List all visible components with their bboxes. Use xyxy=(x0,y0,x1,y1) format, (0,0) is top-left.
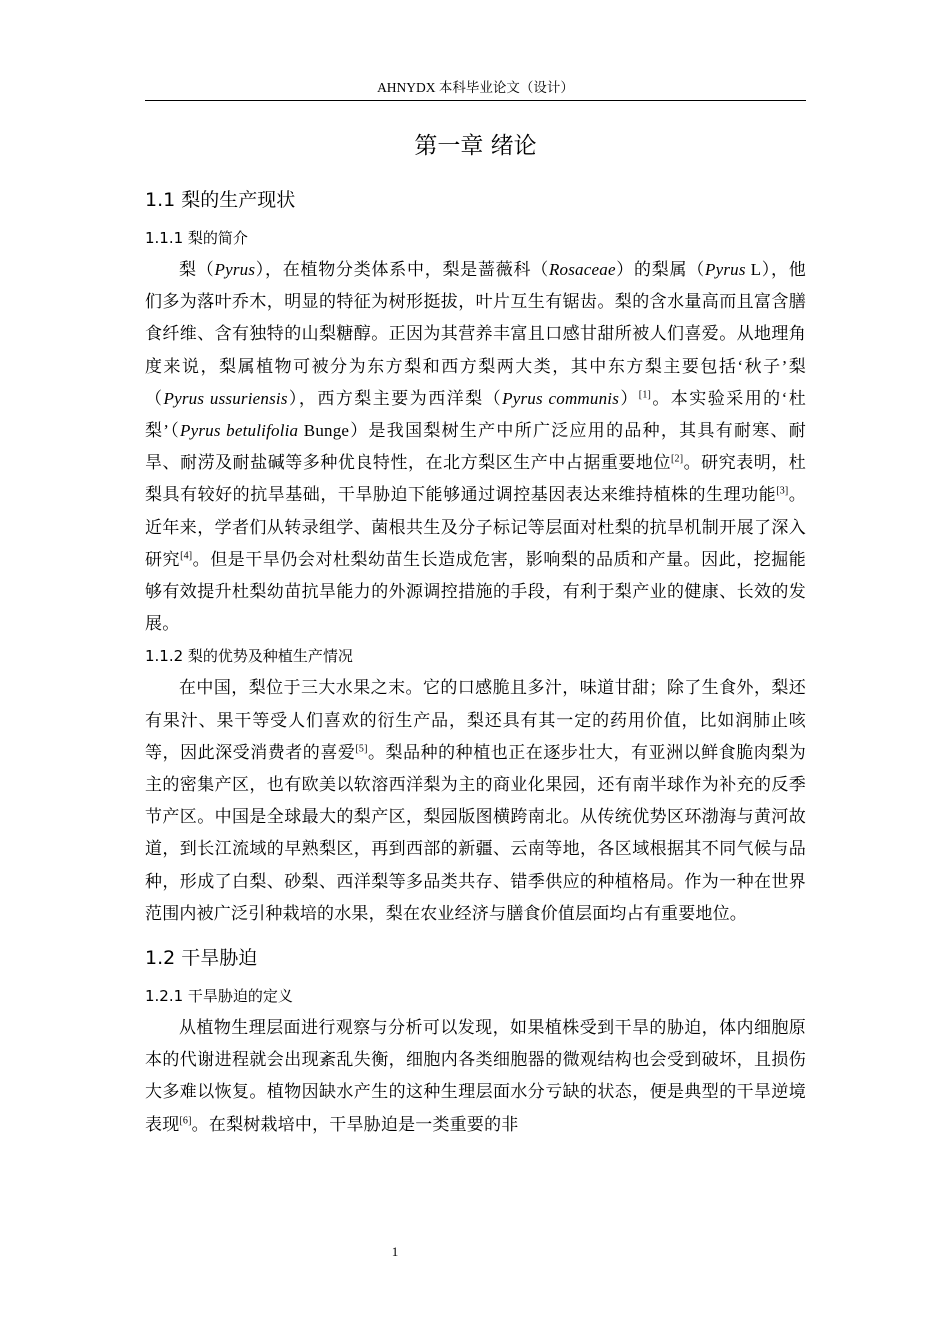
scientific-name: Pyrus betulifolia xyxy=(179,421,299,441)
scientific-name: Pyrus xyxy=(214,260,256,279)
text-run: 。本实验采用的‘杜梨’（ xyxy=(145,388,806,441)
subsection-heading: 1.1.1 梨的简介 xyxy=(145,229,248,247)
text-run: L），他们多为落叶乔木，明显的特征为树形挺拔，叶片互生有锯齿。梨的含水量高而且富含膳食纤维、含有独特的山梨糖醇。正因为其营养丰富且口感甘甜所被人们喜爱。从地理角度来说，梨属植物可被分为东方梨和西方梨两大类，其中东方梨主要包括‘秋子’梨（ xyxy=(145,260,806,408)
scientific-name: Pyrus ussuriensis xyxy=(163,388,288,408)
citation-ref: [6] xyxy=(179,1115,192,1127)
text-run: 在中国，梨位于三大水果之末。它的口感脆且多汁，味道甘甜；除了生食外，梨还有果汁、果干等受人们喜欢的衍生产品，梨还具有其一定的药用价值，比如润肺止咳等，因此深受消费者的喜爱 xyxy=(145,678,806,762)
subsection-heading: 1.1.2 梨的优势及种植生产情况 xyxy=(145,647,353,666)
text-run: 。近年来，学者们从转录组学、菌根共生及分子标记等层面对杜梨的抗旱机制开展了深入研究 xyxy=(145,485,807,569)
text-run: 。但是干旱仍会对杜梨幼苗生长造成危害，影响梨的品质和产量。因此，挖掘能够有效提升杜梨幼苗抗旱能力的外源调控措施的手段，有利于梨产业的健康、长效的发展。 xyxy=(145,549,807,634)
text-run: 梨（ xyxy=(179,260,215,279)
text-run: ）的梨属（ xyxy=(615,260,705,279)
text-run: ） xyxy=(619,388,639,408)
scientific-name: Rosaceae xyxy=(548,260,616,279)
body-paragraph xyxy=(145,1012,806,1141)
scientific-name: Pyrus communis xyxy=(502,388,620,408)
citation-ref: [4] xyxy=(180,550,193,562)
chapter-title: 第一章 绪论 xyxy=(414,133,537,159)
text-run: ），西方梨主要为西洋梨（ xyxy=(287,388,503,408)
citation-ref: [3] xyxy=(776,485,789,497)
text-run: ），在植物分类体系中，梨是蔷薇科（ xyxy=(255,260,549,279)
header-rule xyxy=(145,100,806,101)
citation-ref: [5] xyxy=(355,743,368,755)
text-run: 从植物生理层面进行观察与分析可以发现，如果植株受到干旱的胁迫，体内细胞原本的代谢进程就会出现紊乱失衡，细胞内各类细胞器的微观结构也会受到破坏，且损伤大多难以恢复。植物因缺水产生的这种生理层面水分亏缺的状态，便是典型的干旱逆境表现 xyxy=(145,1018,806,1134)
text-run: 。在梨树栽培中，干旱胁迫是一类重要的非 xyxy=(191,1114,519,1134)
text-run: 。梨品种的种植也正在逐步壮大，有亚洲以鲜食脆肉梨为主的密集产区，也有欧美以软溶西洋梨为主的商业化果园，还有南半球作为补充的反季节产区。中国是全球最大的梨产区，梨园版图横跨南北。从传统优势区环渤海与黄河故道，到长江流域的早熟梨区，再到西部的新疆、云南等地，各区域根据其不同气候与品种，形成了白梨、砂梨、西洋梨等多品类共存、错季供应的种植格局。作为一种在世界范围内被广泛引种栽培的水果，梨在农业经济与膳食价值层面均占有重要地位。 xyxy=(145,742,807,923)
scientific-name: Pyrus xyxy=(705,260,746,279)
text-run: 。研究表明，杜梨具有较好的抗旱基础，干旱胁迫下能够通过调控基因表达来维持植株的生理功能 xyxy=(145,453,806,505)
citation-ref: [2] xyxy=(671,453,684,465)
section-heading: 1.1 梨的生产现状 xyxy=(145,189,296,211)
page-number: 1 xyxy=(391,1244,399,1259)
subsection-heading: 1.2.1 干旱胁迫的定义 xyxy=(145,987,293,1006)
body-paragraph xyxy=(145,254,806,640)
body-content xyxy=(145,126,806,1141)
citation-ref: [1] xyxy=(638,389,652,401)
section-heading: 1.2 干旱胁迫 xyxy=(145,947,258,970)
running-header: AHNYDX 本科毕业论文（设计） xyxy=(377,80,574,95)
text-run: Bunge）是我国梨树生产中所广泛应用的品种，其具有耐寒、耐旱、耐涝及耐盐碱等多种优良特性，在北方梨区生产中占据重要地位 xyxy=(145,421,806,473)
body-paragraph xyxy=(145,672,806,930)
